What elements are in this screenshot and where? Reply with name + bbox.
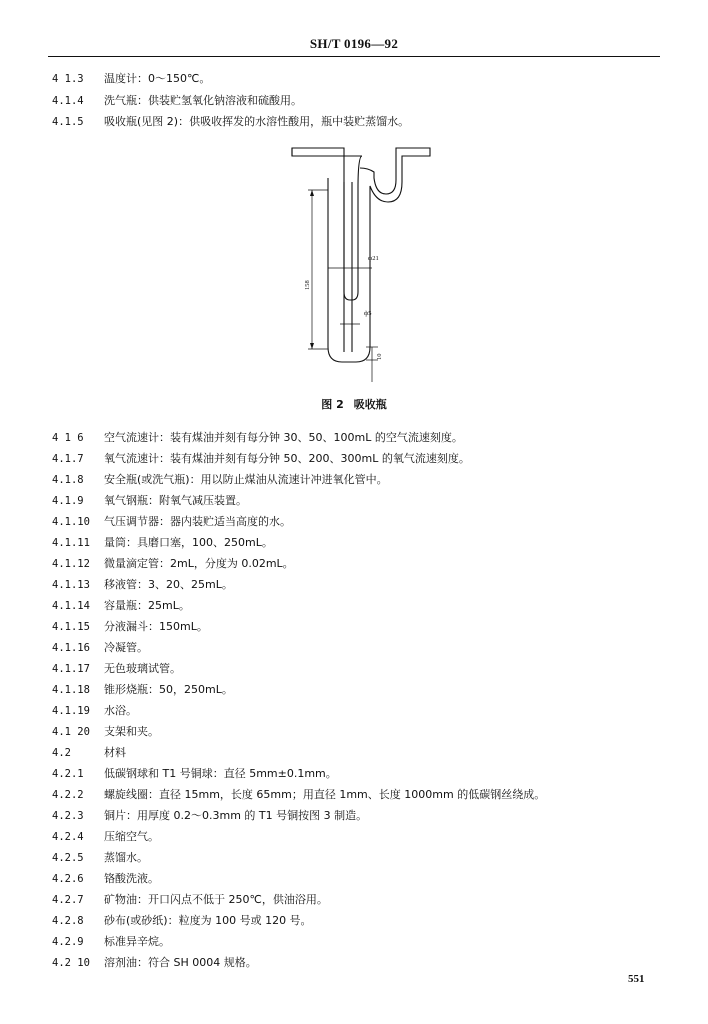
clause-text: 吸收瓶(见图 2)：供吸收挥发的水溶性酸用，瓶中装贮蒸馏水。: [104, 115, 410, 128]
bottle-body: [328, 148, 430, 362]
clause-number: 4.1.15: [52, 621, 90, 633]
clause-number: 4.2.6: [52, 873, 84, 885]
clause-item: [52, 662, 181, 676]
clause-text: 安全瓶(或洗气瓶)：用以防止煤油从流速计冲进氧化管中。: [104, 473, 388, 486]
clause-item: [52, 683, 233, 697]
clause-number: 4.2.9: [52, 936, 84, 948]
clause-text: 标准异辛烷。: [104, 935, 170, 948]
clause-text: 压缩空气。: [104, 830, 159, 843]
clause-number: 4 1 6: [52, 432, 84, 444]
clause-text: 支架和夹。: [104, 725, 159, 738]
clause-item: [52, 788, 545, 802]
clause-text: 容量瓶：25mL。: [104, 599, 190, 612]
section-heading: [52, 746, 126, 760]
clause-number: 4.1.8: [52, 474, 84, 486]
dim-label-d21: ф21: [368, 255, 379, 262]
clause-text: 锥形烧瓶：50，250mL。: [104, 683, 233, 696]
clause-item: [52, 935, 170, 949]
clause-number: 4.1 20: [52, 726, 90, 738]
clause-item: [52, 767, 337, 781]
clause-item: [52, 72, 210, 86]
clause-item: [52, 578, 233, 592]
clause-number: 4.1.9: [52, 495, 84, 507]
clause-number: 4.2.7: [52, 894, 84, 906]
clause-item: [52, 725, 159, 739]
clause-item: [52, 94, 302, 108]
clause-text: 气压调节器：器内装贮适当高度的水。: [104, 515, 291, 528]
clause-item: [52, 809, 367, 823]
clause-number: 4.1.4: [52, 95, 84, 107]
clause-text: 砂布(或砂纸)：粒度为 100 号或 120 号。: [104, 914, 312, 927]
clause-number: 4 1.3: [52, 73, 84, 85]
clause-item: [52, 431, 463, 445]
clause-text: 温度计：0～150℃。: [104, 72, 211, 85]
clause-text: 量筒：具磨口塞，100、250mL。: [104, 536, 273, 549]
clause-number: 4.1.13: [52, 579, 90, 591]
clause-number: 4.1.7: [52, 453, 84, 465]
arrow-down: [310, 343, 314, 349]
page-number: 551: [628, 973, 645, 985]
clause-text: 材料: [104, 746, 126, 759]
dim-label-10: 10: [376, 353, 383, 360]
clause-item: [52, 641, 148, 655]
absorption-bottle-figure: [280, 142, 440, 382]
clause-text: 氧气钢瓶：附氧气减压装置。: [104, 494, 247, 507]
clause-text: 冷凝管。: [104, 641, 148, 654]
clause-text: 铬酸洗液。: [104, 872, 159, 885]
absorption-bottle-drawing: [280, 142, 440, 382]
clause-number: 4.2 10: [52, 957, 90, 969]
clause-item: [52, 620, 208, 634]
clause-number: 4.2.3: [52, 810, 84, 822]
dim-label-158: 158: [304, 280, 311, 290]
figure-number: 图 2: [321, 398, 344, 411]
clause-item: [52, 956, 257, 970]
clause-item: [52, 557, 294, 571]
clause-item: [52, 893, 328, 907]
clause-item: [52, 536, 273, 550]
figure-title: 吸收瓶: [353, 398, 387, 411]
clause-number: 4.1.16: [52, 642, 90, 654]
clause-number: 4.1.11: [52, 537, 90, 549]
clause-number: 4.1.12: [52, 558, 90, 570]
clause-text: 水浴。: [104, 704, 137, 717]
clause-item: [52, 115, 409, 129]
clause-text: 洗气瓶：供装贮氢氧化钠溶液和硫酸用。: [104, 94, 302, 107]
clause-text: 移液管：3、20、25mL。: [104, 578, 233, 591]
clause-text: 低碳钢球和 T1 号铜球：直径 5mm±0.1mm。: [104, 767, 337, 780]
clause-number: 4.2.1: [52, 768, 84, 780]
document-header: SH/T 0196—92: [309, 36, 399, 51]
clause-item: [52, 704, 137, 718]
clause-number: 4.2.8: [52, 915, 84, 927]
clause-item: [52, 914, 312, 928]
dim-label-d5: ф5: [364, 310, 372, 317]
clause-number: 4.1.17: [52, 663, 90, 675]
clause-number: 4.1.18: [52, 684, 90, 696]
figure-caption: [0, 396, 708, 412]
clause-text: 空气流速计：装有煤油并刻有每分钟 30、50、100mL 的空气流速刻度。: [104, 431, 463, 444]
clause-text: 蒸馏水。: [104, 851, 148, 864]
clause-text: 矿物油：开口闪点不低于 250℃，供油浴用。: [104, 893, 328, 906]
clause-item: [52, 599, 190, 613]
clause-number: 4.2: [52, 747, 71, 759]
clause-item: [52, 473, 388, 487]
clause-text: 微量滴定管：2mL，分度为 0.02mL。: [104, 557, 294, 570]
clause-text: 螺旋线圈：直径 15mm，长度 65mm；用直径 1mm、长度 1000mm 的低碳钢丝绕成。: [104, 788, 546, 801]
clause-item: [52, 515, 291, 529]
clause-number: 4.1.10: [52, 516, 90, 528]
clause-text: 无色玻璃试管。: [104, 662, 181, 675]
clause-text: 铜片：用厚度 0.2～0.3mm 的 T1 号铜按图 3 制造。: [104, 809, 368, 822]
clause-item: [52, 872, 159, 886]
clause-text: 分液漏斗：150mL。: [104, 620, 208, 633]
clause-number: 4.2.5: [52, 852, 84, 864]
clause-item: [52, 830, 159, 844]
clause-number: 4.2.2: [52, 789, 84, 801]
arrow-up: [310, 190, 314, 196]
clause-item: [52, 851, 148, 865]
clause-number: 4.1.5: [52, 116, 84, 128]
clause-text: 氧气流速计：装有煤油并刻有每分钟 50、200、300mL 的氧气流速刻度。: [104, 452, 470, 465]
clause-item: [52, 494, 247, 508]
clause-number: 4.1.19: [52, 705, 90, 717]
clause-number: 4.1.14: [52, 600, 90, 612]
header-rule: [48, 56, 660, 57]
clause-item: [52, 452, 470, 466]
clause-number: 4.2.4: [52, 831, 84, 843]
clause-text: 溶剂油：符合 SH 0004 规格。: [104, 956, 257, 969]
